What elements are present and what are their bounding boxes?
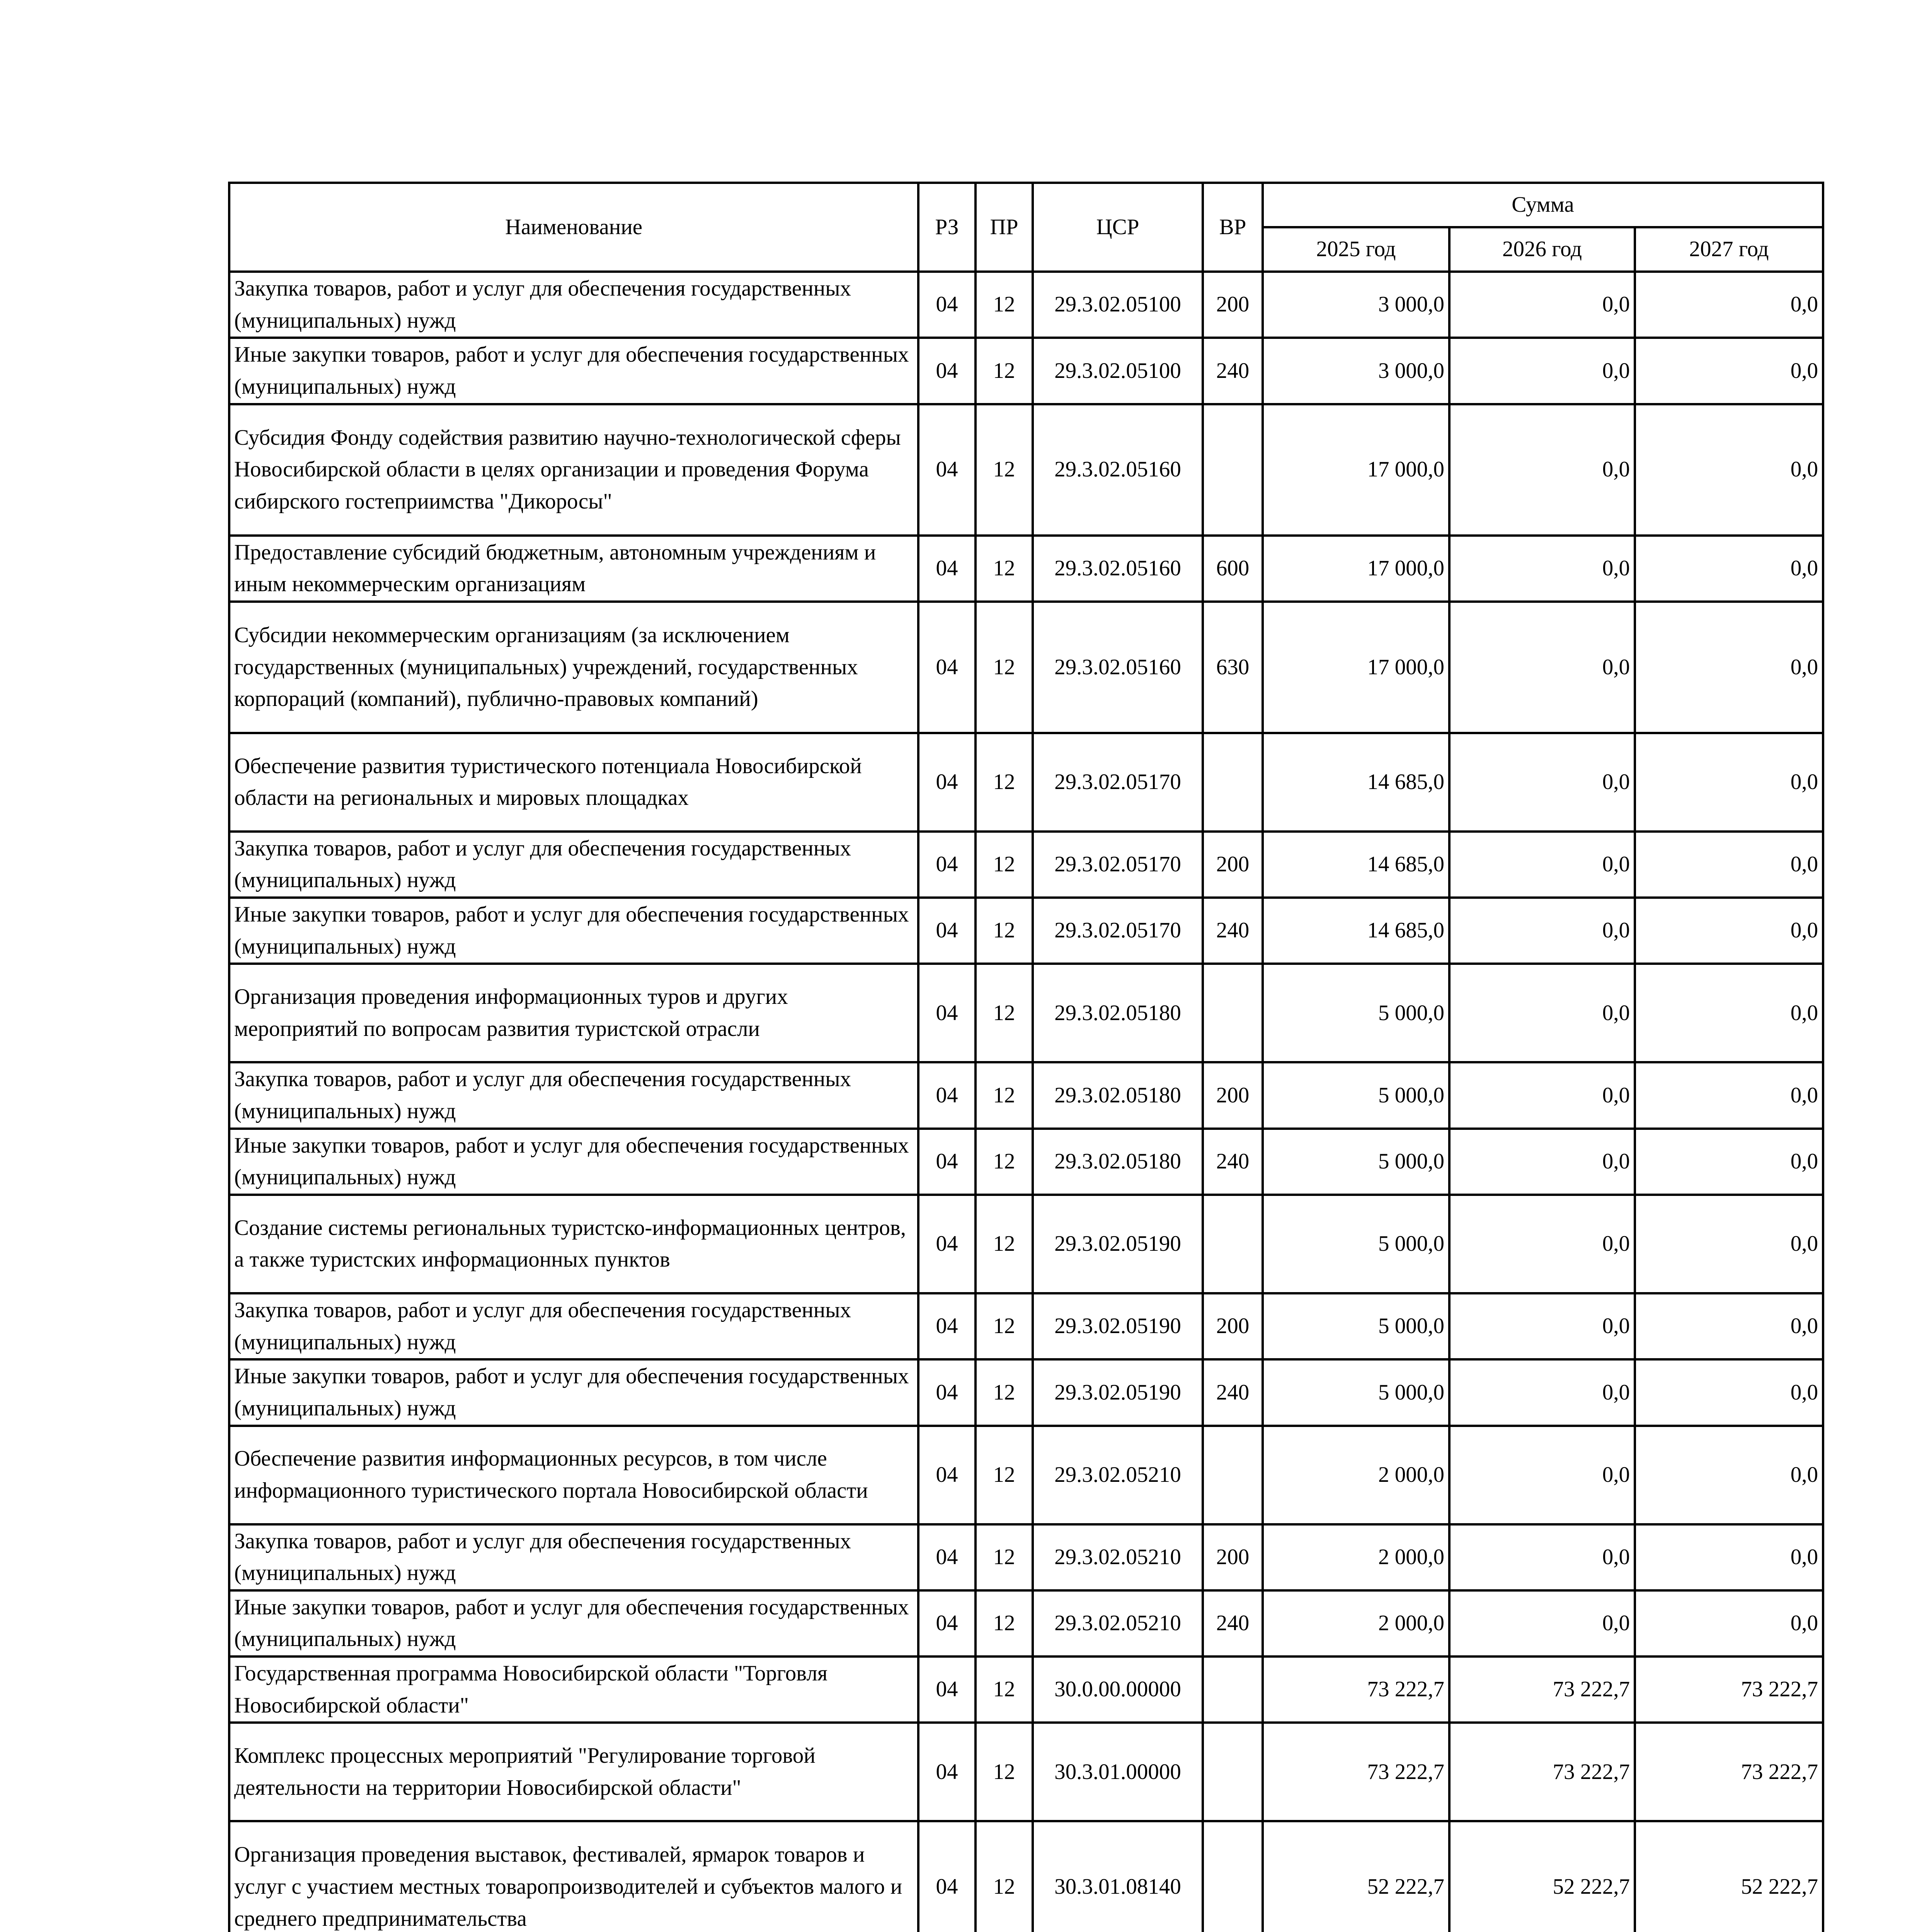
table-row: [229, 964, 1823, 1062]
row-value-2026: 0,0: [1449, 898, 1635, 964]
row-value-2027: 0,0: [1635, 404, 1823, 536]
row-value-2026: 73 222,7: [1449, 1723, 1635, 1821]
row-csr: 30.0.00.00000: [1033, 1656, 1203, 1723]
header-name: Наименование: [229, 183, 918, 272]
row-name: Иные закупки товаров, работ и услуг для обеспечения государственных (муниципальных) нужд: [229, 1129, 918, 1195]
row-vr: 630: [1203, 602, 1263, 733]
row-pr: 12: [976, 1821, 1033, 1932]
table-row: [229, 1524, 1823, 1590]
row-value-2027: 0,0: [1635, 338, 1823, 404]
row-name: Субсидии некоммерческим организациям (за исключением государственных (муниципальных) учреждений, государственных корпораций (компаний), публично-правовых компаний): [229, 602, 918, 733]
row-csr: 29.3.02.05190: [1033, 1195, 1203, 1293]
row-value-2025: 73 222,7: [1263, 1656, 1449, 1723]
row-value-2027: 0,0: [1635, 272, 1823, 338]
row-pr: 12: [976, 1656, 1033, 1723]
row-value-2026: 0,0: [1449, 272, 1635, 338]
row-vr: 240: [1203, 1590, 1263, 1656]
row-csr: 29.3.02.05210: [1033, 1426, 1203, 1524]
row-name: Закупка товаров, работ и услуг для обеспечения государственных (муниципальных) нужд: [229, 1524, 918, 1590]
row-vr: [1203, 404, 1263, 536]
row-value-2026: 0,0: [1449, 1590, 1635, 1656]
row-pr: 12: [976, 1062, 1033, 1128]
row-name: Государственная программа Новосибирской области "Торговля Новосибирской области": [229, 1656, 918, 1723]
row-value-2025: 2 000,0: [1263, 1426, 1449, 1524]
table-row: [229, 1426, 1823, 1524]
table-row: [229, 1656, 1823, 1723]
row-csr: 29.3.02.05160: [1033, 536, 1203, 602]
row-rz: 04: [918, 1129, 976, 1195]
row-value-2027: 0,0: [1635, 536, 1823, 602]
row-csr: 29.3.02.05180: [1033, 964, 1203, 1062]
row-vr: [1203, 1426, 1263, 1524]
row-name: Иные закупки товаров, работ и услуг для обеспечения государственных (муниципальных) нужд: [229, 898, 918, 964]
header-sum: Сумма: [1263, 183, 1823, 227]
row-vr: 200: [1203, 1062, 1263, 1128]
row-value-2027: 73 222,7: [1635, 1656, 1823, 1723]
row-value-2025: 2 000,0: [1263, 1590, 1449, 1656]
row-value-2025: 14 685,0: [1263, 898, 1449, 964]
table-header: [229, 183, 1823, 272]
row-name: Закупка товаров, работ и услуг для обеспечения государственных (муниципальных) нужд: [229, 832, 918, 898]
table-row: [229, 1590, 1823, 1656]
row-pr: 12: [976, 1590, 1033, 1656]
row-csr: 29.3.02.05180: [1033, 1129, 1203, 1195]
row-pr: 12: [976, 1293, 1033, 1359]
table-row: [229, 1195, 1823, 1293]
row-value-2026: 73 222,7: [1449, 1656, 1635, 1723]
table-row: [229, 832, 1823, 898]
row-pr: 12: [976, 1129, 1033, 1195]
row-value-2026: 0,0: [1449, 832, 1635, 898]
row-value-2025: 17 000,0: [1263, 536, 1449, 602]
row-value-2026: 0,0: [1449, 1426, 1635, 1524]
row-name: Закупка товаров, работ и услуг для обеспечения государственных (муниципальных) нужд: [229, 1293, 918, 1359]
row-vr: 200: [1203, 272, 1263, 338]
row-name: Организация проведения выставок, фестивалей, ярмарок товаров и услуг с участием местных товаропроизводителей и субъектов малого и среднего предпринимательства: [229, 1821, 918, 1932]
row-pr: 12: [976, 404, 1033, 536]
row-pr: 12: [976, 338, 1033, 404]
row-pr: 12: [976, 832, 1033, 898]
header-year-2025: 2025 год: [1263, 227, 1449, 272]
row-pr: 12: [976, 1195, 1033, 1293]
row-vr: [1203, 1656, 1263, 1723]
row-rz: 04: [918, 1821, 976, 1932]
row-value-2027: 0,0: [1635, 964, 1823, 1062]
row-value-2025: 5 000,0: [1263, 1293, 1449, 1359]
row-csr: 29.3.02.05210: [1033, 1590, 1203, 1656]
row-rz: 04: [918, 1656, 976, 1723]
row-name: Комплекс процессных мероприятий "Регулирование торговой деятельности на территории Новосибирской области": [229, 1723, 918, 1821]
row-value-2025: 5 000,0: [1263, 964, 1449, 1062]
row-rz: 04: [918, 1359, 976, 1425]
row-name: Обеспечение развития туристического потенциала Новосибирской области на региональных и мировых площадках: [229, 733, 918, 832]
row-value-2025: 3 000,0: [1263, 272, 1449, 338]
row-pr: 12: [976, 602, 1033, 733]
row-rz: 04: [918, 1590, 976, 1656]
row-value-2025: 5 000,0: [1263, 1062, 1449, 1128]
row-rz: 04: [918, 1723, 976, 1821]
row-csr: 29.3.02.05100: [1033, 338, 1203, 404]
row-value-2026: 0,0: [1449, 1359, 1635, 1425]
header-pr: ПР: [976, 183, 1033, 272]
row-pr: 12: [976, 1524, 1033, 1590]
row-name: Иные закупки товаров, работ и услуг для обеспечения государственных (муниципальных) нужд: [229, 1359, 918, 1425]
row-value-2027: 0,0: [1635, 1359, 1823, 1425]
row-name: Закупка товаров, работ и услуг для обеспечения государственных (муниципальных) нужд: [229, 1062, 918, 1128]
row-vr: 240: [1203, 898, 1263, 964]
row-rz: 04: [918, 898, 976, 964]
row-name: Обеспечение развития информационных ресурсов, в том числе информационного туристического портала Новосибирской области: [229, 1426, 918, 1524]
row-rz: 04: [918, 1062, 976, 1128]
row-vr: [1203, 733, 1263, 832]
row-pr: 12: [976, 964, 1033, 1062]
row-name: Иные закупки товаров, работ и услуг для обеспечения государственных (муниципальных) нужд: [229, 338, 918, 404]
header-csr: ЦСР: [1033, 183, 1203, 272]
row-rz: 04: [918, 733, 976, 832]
row-value-2025: 73 222,7: [1263, 1723, 1449, 1821]
row-vr: [1203, 1723, 1263, 1821]
row-pr: 12: [976, 272, 1033, 338]
row-pr: 12: [976, 898, 1033, 964]
row-value-2025: 14 685,0: [1263, 733, 1449, 832]
row-value-2026: 0,0: [1449, 1129, 1635, 1195]
table-row: [229, 898, 1823, 964]
row-pr: 12: [976, 733, 1033, 832]
row-value-2025: 52 222,7: [1263, 1821, 1449, 1932]
row-value-2027: 0,0: [1635, 1129, 1823, 1195]
row-csr: 29.3.02.05190: [1033, 1359, 1203, 1425]
table-row: [229, 404, 1823, 536]
row-value-2027: 0,0: [1635, 1426, 1823, 1524]
table-row: [229, 733, 1823, 832]
row-rz: 04: [918, 272, 976, 338]
row-csr: 29.3.02.05180: [1033, 1062, 1203, 1128]
row-csr: 29.3.02.05170: [1033, 733, 1203, 832]
row-csr: 29.3.02.05170: [1033, 898, 1203, 964]
row-value-2027: 0,0: [1635, 733, 1823, 832]
row-vr: 240: [1203, 338, 1263, 404]
row-csr: 29.3.02.05100: [1033, 272, 1203, 338]
row-value-2027: 0,0: [1635, 602, 1823, 733]
row-pr: 12: [976, 1359, 1033, 1425]
table-row: [229, 602, 1823, 733]
table-row: [229, 272, 1823, 338]
row-rz: 04: [918, 1426, 976, 1524]
table-body: [229, 272, 1823, 1932]
row-value-2026: 0,0: [1449, 964, 1635, 1062]
row-value-2027: 0,0: [1635, 1590, 1823, 1656]
row-value-2025: 5 000,0: [1263, 1129, 1449, 1195]
row-value-2026: 0,0: [1449, 733, 1635, 832]
row-pr: 12: [976, 536, 1033, 602]
row-value-2026: 0,0: [1449, 1195, 1635, 1293]
header-year-2027: 2027 год: [1635, 227, 1823, 272]
row-csr: 29.3.02.05210: [1033, 1524, 1203, 1590]
row-name: Иные закупки товаров, работ и услуг для обеспечения государственных (муниципальных) нужд: [229, 1590, 918, 1656]
row-rz: 04: [918, 536, 976, 602]
row-name: Закупка товаров, работ и услуг для обеспечения государственных (муниципальных) нужд: [229, 272, 918, 338]
row-rz: 04: [918, 338, 976, 404]
row-vr: 200: [1203, 832, 1263, 898]
row-value-2026: 0,0: [1449, 1293, 1635, 1359]
row-value-2025: 3 000,0: [1263, 338, 1449, 404]
row-value-2025: 5 000,0: [1263, 1359, 1449, 1425]
table-row: [229, 1129, 1823, 1195]
row-name: Предоставление субсидий бюджетным, автономным учреждениям и иным некоммерческим организациям: [229, 536, 918, 602]
row-rz: 04: [918, 1524, 976, 1590]
row-value-2026: 0,0: [1449, 536, 1635, 602]
header-year-2026: 2026 год: [1449, 227, 1635, 272]
table-row: [229, 1062, 1823, 1128]
row-vr: 240: [1203, 1359, 1263, 1425]
row-value-2025: 2 000,0: [1263, 1524, 1449, 1590]
row-pr: 12: [976, 1426, 1033, 1524]
row-csr: 29.3.02.05160: [1033, 602, 1203, 733]
row-value-2025: 5 000,0: [1263, 1195, 1449, 1293]
row-value-2027: 0,0: [1635, 832, 1823, 898]
row-value-2026: 0,0: [1449, 404, 1635, 536]
budget-table: [228, 182, 1824, 1932]
row-csr: 30.3.01.00000: [1033, 1723, 1203, 1821]
row-vr: 200: [1203, 1524, 1263, 1590]
row-value-2027: 73 222,7: [1635, 1723, 1823, 1821]
row-value-2027: 0,0: [1635, 1062, 1823, 1128]
row-rz: 04: [918, 404, 976, 536]
row-value-2027: 52 222,7: [1635, 1821, 1823, 1932]
row-name: Создание системы региональных туристско-информационных центров, а также туристских информационных пунктов: [229, 1195, 918, 1293]
row-rz: 04: [918, 602, 976, 733]
row-value-2025: 17 000,0: [1263, 602, 1449, 733]
row-vr: [1203, 1195, 1263, 1293]
row-rz: 04: [918, 1195, 976, 1293]
table-row: [229, 1359, 1823, 1425]
row-vr: [1203, 964, 1263, 1062]
row-rz: 04: [918, 832, 976, 898]
table-row: [229, 536, 1823, 602]
row-value-2025: 17 000,0: [1263, 404, 1449, 536]
table-row: [229, 1821, 1823, 1932]
row-value-2027: 0,0: [1635, 898, 1823, 964]
row-name: Организация проведения информационных туров и других мероприятий по вопросам развития туристской отрасли: [229, 964, 918, 1062]
row-vr: [1203, 1821, 1263, 1932]
table-row: [229, 338, 1823, 404]
row-vr: 200: [1203, 1293, 1263, 1359]
row-value-2026: 0,0: [1449, 1524, 1635, 1590]
row-value-2027: 0,0: [1635, 1524, 1823, 1590]
row-value-2027: 0,0: [1635, 1195, 1823, 1293]
row-vr: 600: [1203, 536, 1263, 602]
row-value-2026: 0,0: [1449, 338, 1635, 404]
row-csr: 30.3.01.08140: [1033, 1821, 1203, 1932]
row-value-2026: 0,0: [1449, 1062, 1635, 1128]
table-row: [229, 1723, 1823, 1821]
row-name: Субсидия Фонду содействия развитию научно-технологической сферы Новосибирской области в целях организации и проведения Форума сибирского гостеприимства "Дикоросы": [229, 404, 918, 536]
header-vr: ВР: [1203, 183, 1263, 272]
row-value-2025: 14 685,0: [1263, 832, 1449, 898]
row-rz: 04: [918, 964, 976, 1062]
table-row: [229, 1293, 1823, 1359]
row-vr: 240: [1203, 1129, 1263, 1195]
row-csr: 29.3.02.05160: [1033, 404, 1203, 536]
row-value-2026: 0,0: [1449, 602, 1635, 733]
row-value-2026: 52 222,7: [1449, 1821, 1635, 1932]
row-pr: 12: [976, 1723, 1033, 1821]
row-value-2027: 0,0: [1635, 1293, 1823, 1359]
row-rz: 04: [918, 1293, 976, 1359]
row-csr: 29.3.02.05170: [1033, 832, 1203, 898]
row-csr: 29.3.02.05190: [1033, 1293, 1203, 1359]
header-rz: РЗ: [918, 183, 976, 272]
